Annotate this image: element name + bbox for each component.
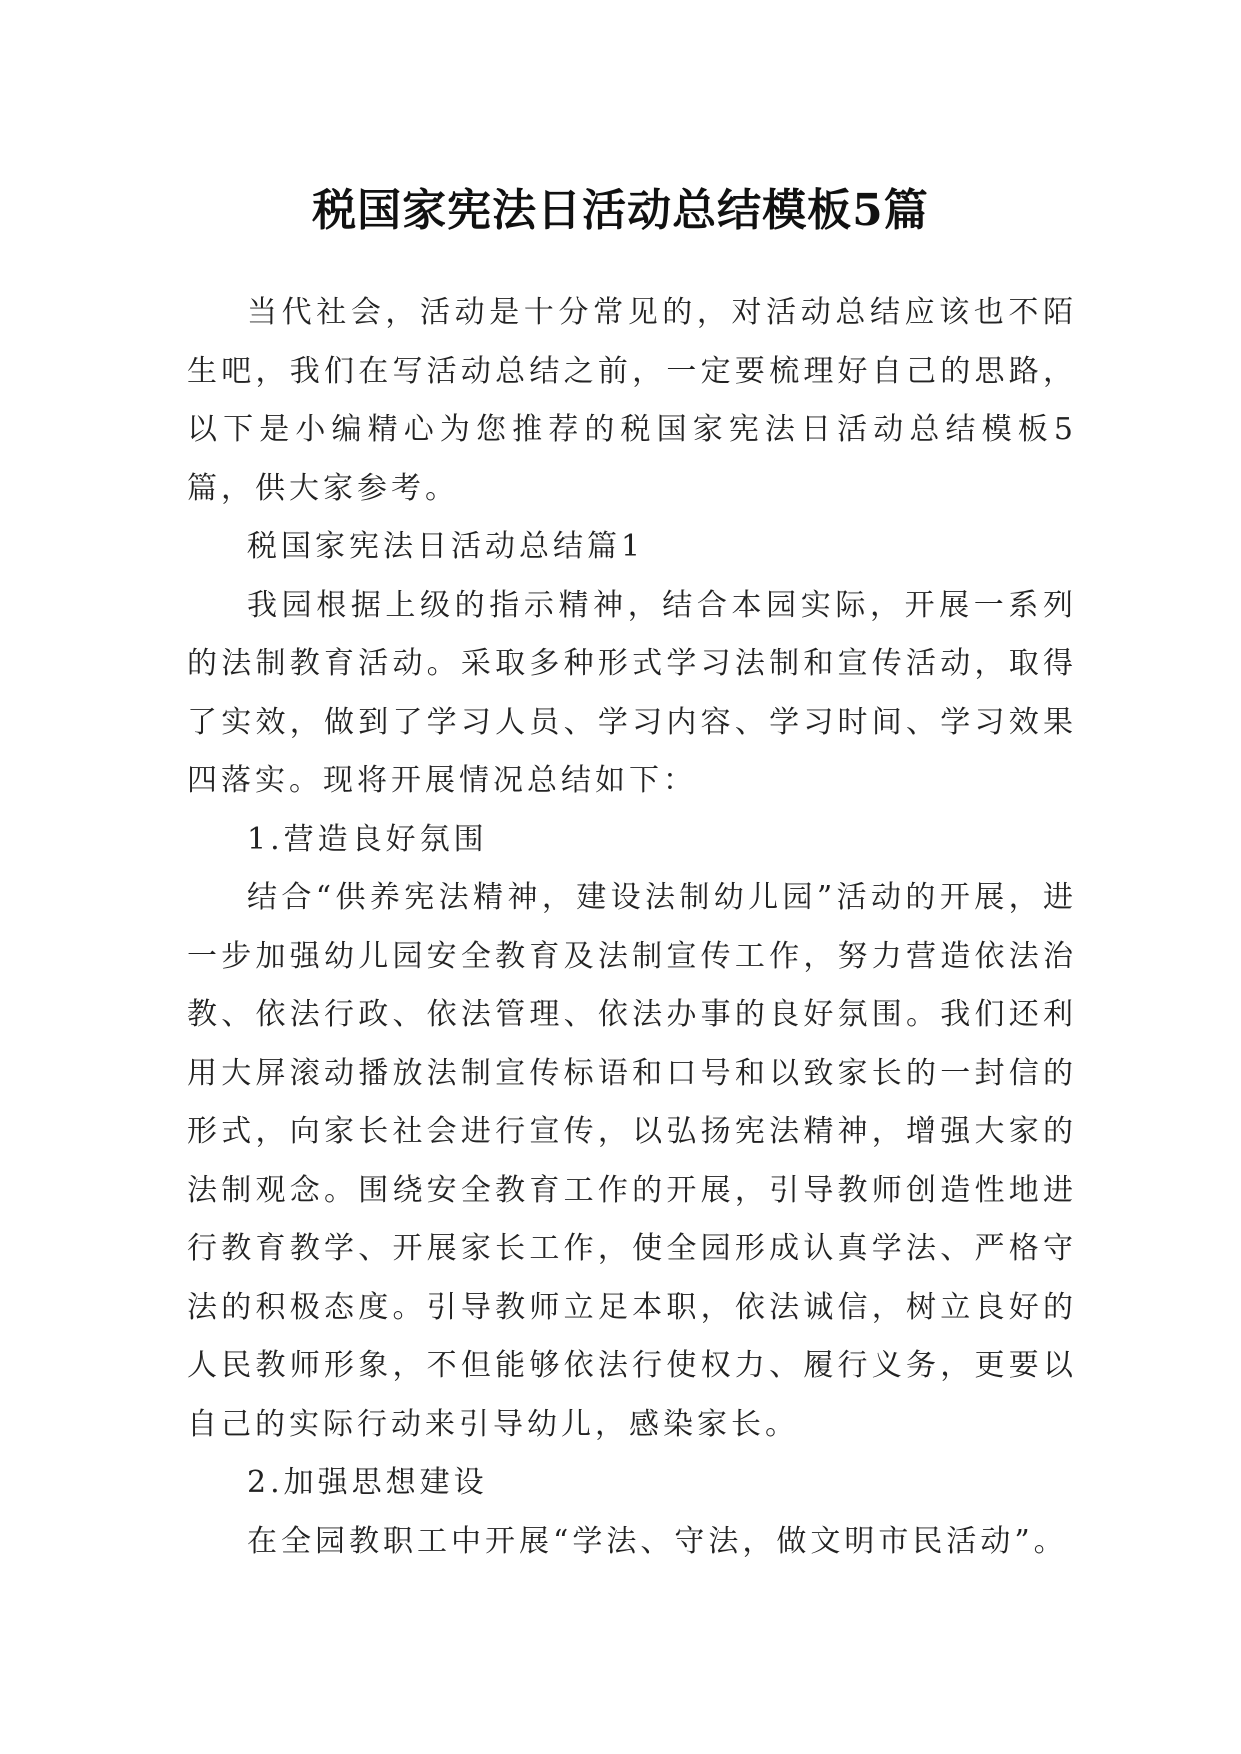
document-body — [187, 284, 1077, 1571]
intro-paragraph: 当代社会，活动是十分常见的，对活动总结应该也不陌生吧，我们在写活动总结之前，一定要梳理好自己的思路，以下是小编精心为您推荐的税国家宪法日活动总结模板5篇，供大家参考。 — [187, 295, 1077, 506]
section-heading: 税国家宪法日活动总结篇1 — [247, 529, 645, 564]
subsection-heading: 1.营造良好氛围 — [247, 821, 488, 857]
subsection-heading: 2.加强思想建设 — [247, 1465, 488, 1500]
body-paragraph: 在全园教职工中开展“学法、守法，做文明市民活动”。 — [247, 1523, 1068, 1559]
body-paragraph: 结合“供养宪法精神，建设法制幼儿园”活动的开展，进一步加强幼儿园安全教育及法制宣传工作，努力营造依法治教、依法行政、依法管理、依法办事的良好氛围。我们还利用大屏滚动播放法制宣传标语和口号和以致家长的一封信的形式，向家长社会进行宣传，以弘扬宪法精神，增强大家的法制观念。围绕安全教育工作的开展，引导教师创造性地进行教育教学、开展家长工作，使全园形成认真学法、严格守法的积极态度。引导教师立足本职，依法诚信，树立良好的人民教师形象，不但能够依法行使权力、履行义务，更要以自己的实际行动来引导幼儿，感染家长。 — [187, 880, 1077, 1442]
document-title: 税国家宪法日活动总结模板5篇 — [312, 185, 929, 237]
body-paragraph: 我园根据上级的指示精神，结合本园实际，开展一系列的法制教育活动。采取多种形式学习法制和宣传活动，取得了实效，做到了学习人员、学习内容、学习时间、学习效果四落实。现将开展情况总结如下： — [187, 587, 1077, 798]
